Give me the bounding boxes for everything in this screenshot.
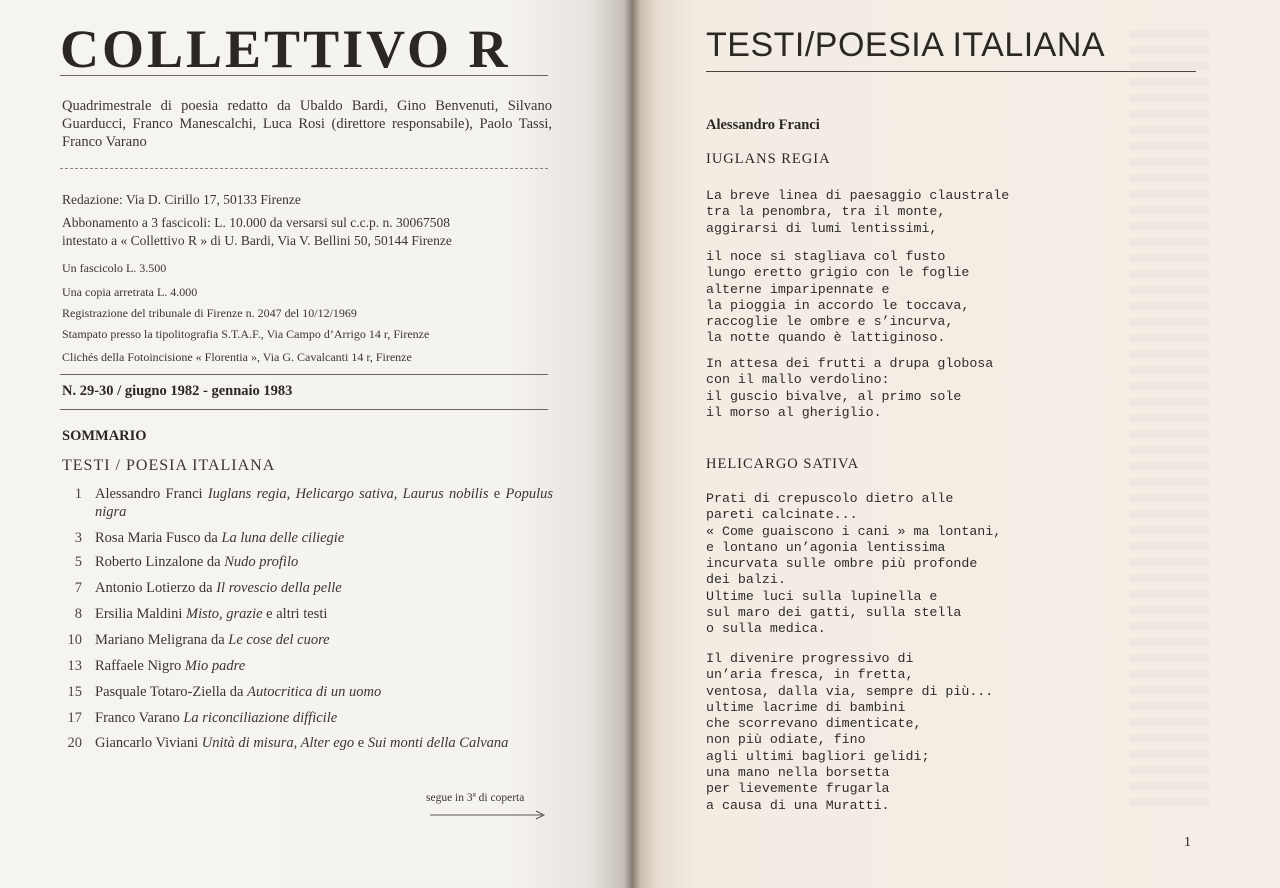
- info-stampato: Stampato presso la tipolitografia S.T.A.F., Via Campo d’Arrigo 14 r, Firenze: [62, 327, 430, 341]
- info-cliches: Clichés della Fotoincisione « Florentia », Via G. Cavalcanti 14 r, Firenze: [62, 350, 412, 364]
- toc-entry: Mariano Meligrana da Le cose del cuore: [95, 632, 330, 648]
- toc-entry: Rosa Maria Fusco da La luna delle ciliegie: [95, 530, 345, 546]
- title-rule: [60, 75, 548, 76]
- page-gutter: [624, 0, 640, 888]
- toc-entry: Roberto Linzalone da Nudo profilo: [95, 554, 299, 570]
- toc-page-number: 10: [67, 632, 82, 648]
- section-title-rule: [706, 71, 1196, 72]
- toc-page-number: 13: [67, 658, 82, 674]
- info-intestato: intestato a « Collettivo R » di U. Bardi, Via V. Bellini 50, 50144 Firenze: [62, 233, 452, 248]
- toc-page-number: 3: [74, 530, 82, 546]
- poem-title: IUGLANS REGIA: [706, 151, 831, 167]
- toc-entry: Antonio Lotierzo da Il rovescio della pelle: [95, 580, 342, 596]
- divider: [60, 409, 548, 410]
- author-name: Alessandro Franci: [706, 117, 820, 133]
- toc-page-number: 15: [67, 684, 82, 700]
- show-through-texture: [1130, 30, 1210, 810]
- info-registrazione: Registrazione del tribunale di Firenze n. 2047 del 10/12/1969: [62, 306, 357, 320]
- continued-note: segue in 3ª di coperta: [426, 792, 525, 804]
- divider: [60, 168, 548, 169]
- toc-section-heading: TESTI / POESIA ITALIANA: [62, 457, 276, 474]
- toc-page-number: 17: [67, 710, 82, 726]
- toc-entry: Franco Varano La riconciliazione difficile: [95, 710, 338, 726]
- poem-stanza: Il divenire progressivo di un’aria fresca, in fretta, ventosa, dalla via, sempre di più... ultime lacrime di bambini che scorrevano dimenticate, non più odiate, fino agli ultimi bagliori gelidi; una mano nella borsetta per lievemente frugarla a causa di una Muratti.: [706, 651, 994, 813]
- page-number: 1: [1184, 835, 1191, 850]
- poem-stanza: Prati di crepuscolo dietro alle pareti calcinate... « Come guaiscono i cani » ma lontani, e lontano un’agonia lentissima incurvata sulle ombre più profonde dei balzi. Ultime luci sulla lupinella e sul maro dei gatti, sulla stella o sulla medica.: [706, 491, 1002, 637]
- sommario-heading: SOMMARIO: [62, 428, 147, 444]
- info-fascicolo: Un fascicolo L. 3.500: [62, 261, 167, 275]
- toc-page-number: 7: [74, 580, 82, 596]
- magazine-title: COLLETTIVO R: [60, 19, 511, 79]
- left-page: [0, 0, 632, 888]
- toc-entry: Ersilia Maldini Misto, grazie e altri testi: [95, 606, 328, 622]
- toc-page-number: 20: [67, 735, 82, 751]
- toc-entry: Raffaele Nigro Mio padre: [95, 658, 246, 674]
- info-copia-arretrata: Una copia arretrata L. 4.000: [62, 285, 198, 299]
- section-title: TESTI/POESIA ITALIANA: [706, 26, 1106, 64]
- issue-number: N. 29-30 / giugno 1982 - gennaio 1983: [62, 383, 293, 399]
- poem-stanza: In attesa dei frutti a drupa globosa con il mallo verdolino: il guscio bivalve, al primo sole il morso al gheriglio.: [706, 356, 994, 420]
- poem-stanza: il noce si stagliava col fusto lungo eretto grigio con le foglie alterne imparipennate e la pioggia in accordo le toccava, raccoglie le ombre e s’incurva, la notte quando è lattiginoso.: [706, 249, 970, 346]
- poem-title: HELICARGO SATIVA: [706, 456, 860, 472]
- divider: [60, 374, 548, 375]
- toc-page-number: 1: [74, 486, 82, 502]
- toc-page-number: 8: [74, 606, 82, 622]
- toc-entry: Giancarlo Viviani Unità di misura, Alter ego e Sui monti della Calvana: [95, 735, 509, 751]
- toc-entry: Alessandro Franci Iuglans regia, Helicargo sativa, Laurus nobilis e Populus nigra: [95, 486, 553, 520]
- toc-page-number: 5: [74, 554, 82, 570]
- editors-paragraph: Quadrimestrale di poesia redatto da Ubaldo Bardi, Gino Benvenuti, Silvano Guarducci, Franco Manescalchi, Luca Rosi (direttore responsabile), Paolo Tassi, Franco Varano: [62, 98, 552, 150]
- info-redazione: Redazione: Via D. Cirillo 17, 50133 Firenze: [62, 192, 301, 207]
- poem-stanza: La breve linea di paesaggio claustrale tra la penombra, tra il monte, aggirarsi di lumi lentissimi,: [706, 188, 1010, 236]
- info-abbonamento: Abbonamento a 3 fascicoli: L. 10.000 da versarsi sul c.c.p. n. 30067508: [62, 215, 451, 230]
- toc-entry: Pasquale Totaro-Ziella da Autocritica di un uomo: [95, 684, 382, 700]
- arrow-right-icon: [430, 809, 552, 821]
